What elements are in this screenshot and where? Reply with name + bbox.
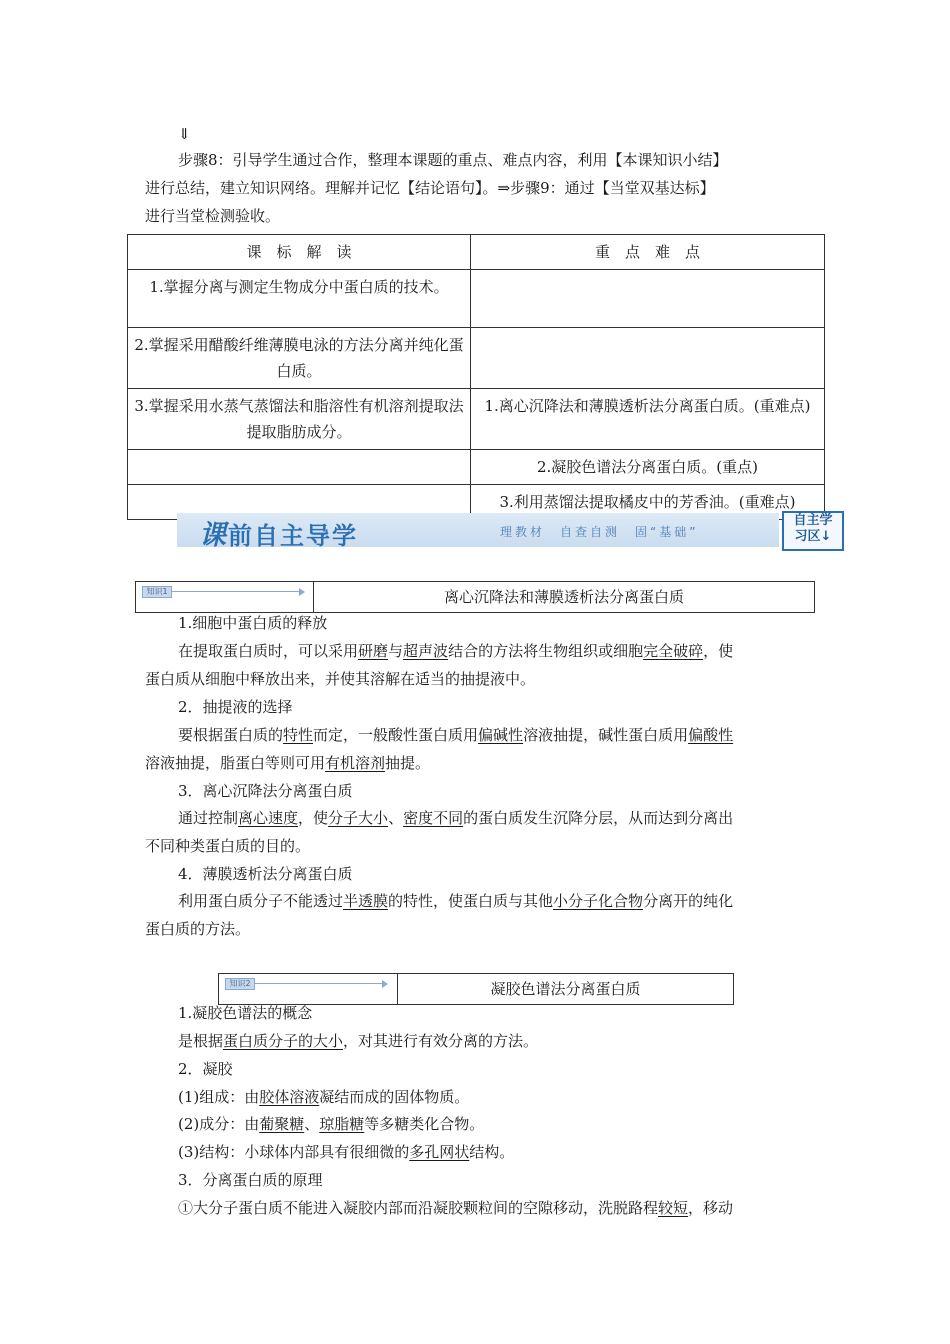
table-cell: 1.掌握分离与测定生物成分中蛋白质的技术。 [128,270,471,328]
k1-para-1-line-1: 在提取蛋白质时，可以采用研磨与超声波结合的方法将生物组织或细胞完全破碎，使 [178,642,734,660]
k2-para-1: 是根据蛋白质分子的大小，对其进行有效分离的方法。 [178,1032,539,1050]
k2-heading-2: 2．凝胶 [178,1060,233,1078]
down-arrow-icon: ⇓ [178,125,191,143]
table-header-key-points: 重 点 难 点 [471,235,825,270]
banner-title [199,513,358,552]
intro-line-3: 进行当堂检测验收。 [145,207,281,225]
banner-subtitle: 理教材 自查自测 固“基础” [500,525,699,539]
k1-para-4-line-1: 利用蛋白质分子不能透过半透膜的特性，使蛋白质与其他小分子化合物分离开的纯化 [178,892,734,910]
intro-line-1: 步骤8：引导学生通过合作，整理本课题的重点、难点内容，利用【本课知识小结】 [178,151,728,169]
standards-table [127,234,825,520]
k1-para-2-line-2: 溶液抽提，脂蛋白等则可用有机溶剂抽提。 [145,754,431,772]
table-cell: 3.利用蒸馏法提取橘皮中的芳香油。(重难点) [471,485,825,520]
k1-para-4-line-2: 蛋白质的方法。 [145,920,251,938]
banner-badge [782,511,844,551]
table-cell: 1.离心沉降法和薄膜透析法分离蛋白质。(重难点) [471,389,825,450]
table-cell: 3.掌握采用水蒸气蒸馏法和脂溶性有机溶剂提取法提取脂肪成分。 [128,389,471,450]
table-cell-empty [471,270,825,328]
table-header-standards: 课 标 解 读 [128,235,471,270]
k1-heading-1: 1.细胞中蛋白质的释放 [178,614,328,632]
k2-para-3-line-1: ①大分子蛋白质不能进入凝胶内部而沿凝胶颗粒间的空隙移动，洗脱路程较短，移动 [178,1199,734,1217]
intro-line-2: 进行总结，建立知识网络。理解并记忆【结论语句】。⇒步骤9：通过【当堂双基达标】 [145,179,715,197]
table-cell-empty [128,450,471,485]
knowledge-tag-label: 知识1 [142,586,172,598]
tag-arrow-line [172,591,300,592]
knowledge-tag [136,582,314,612]
table-cell: 2.凝胶色谱法分离蛋白质。(重点) [471,450,825,485]
k2-heading-3: 3．分离蛋白质的原理 [178,1171,323,1189]
knowledge-2-header [218,973,734,1005]
k2-sub-1: (1)组成：由胶体溶液凝结而成的固体物质。 [178,1088,470,1106]
table-cell-empty [471,328,825,389]
k1-heading-2: 2．抽提液的选择 [178,698,293,716]
tag-arrow-line [255,983,383,984]
knowledge-1-header [135,581,815,613]
table-cell: 2.掌握采用醋酸纤维薄膜电泳的方法分离并纯化蛋白质。 [128,328,471,389]
k2-sub-3: (3)结构：小球体内部具有很细微的多孔网状结构。 [178,1143,515,1161]
banner-title-rest: 前自主导学 [228,522,358,550]
k1-para-3-line-1: 通过控制离心速度，使分子大小、密度不同的蛋白质发生沉降分层，从而达到分离出 [178,809,734,827]
section-banner [177,509,843,550]
arrow-right-icon [382,980,388,988]
badge-line-1: 自主学 [793,513,833,528]
k1-heading-4: 4．薄膜透析法分离蛋白质 [178,865,353,883]
k1-para-3-line-2: 不同种类蛋白质的目的。 [145,837,311,855]
knowledge-tag [219,974,398,1004]
k2-sub-2: (2)成分：由葡聚糖、琼脂糖等多糖类化合物。 [178,1115,485,1133]
k2-heading-1: 1.凝胶色谱法的概念 [178,1004,313,1022]
knowledge-tag-label: 知识2 [225,978,255,990]
k1-heading-3: 3．离心沉降法分离蛋白质 [178,782,353,800]
k1-para-2-line-1: 要根据蛋白质的特性而定，一般酸性蛋白质用偏碱性溶液抽提，碱性蛋白质用偏酸性 [178,726,734,744]
knowledge-1-title: 离心沉降法和薄膜透析法分离蛋白质 [443,588,684,606]
arrow-right-icon [299,588,305,596]
k1-para-1-line-2: 蛋白质从细胞中释放出来，并使其溶解在适当的抽提液中。 [145,670,536,688]
badge-line-2: 习区↓ [794,529,832,544]
banner-title-first: 课 [199,520,228,551]
knowledge-2-title: 凝胶色谱法分离蛋白质 [490,980,641,998]
